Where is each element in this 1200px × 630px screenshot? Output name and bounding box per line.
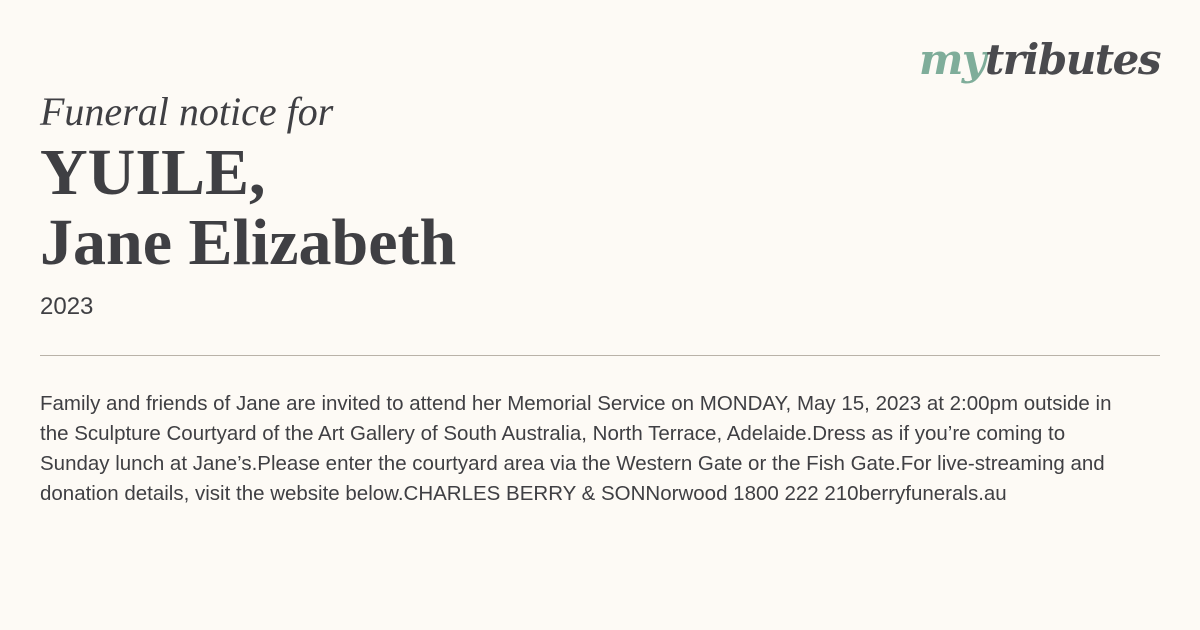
divider bbox=[40, 355, 1160, 356]
deceased-name bbox=[40, 138, 456, 278]
notice-year: 2023 bbox=[40, 293, 94, 320]
given-names: Jane Elizabeth bbox=[40, 206, 457, 279]
surname: YUILE, bbox=[40, 136, 266, 209]
mytributes-logo bbox=[919, 34, 1160, 86]
notice-heading: Funeral notice for bbox=[40, 89, 334, 134]
logo-suffix: tributes bbox=[984, 35, 1160, 84]
logo-prefix: my bbox=[918, 35, 985, 84]
notice-body-text: Family and friends of Jane are invited to attend her Memorial Service on MONDAY, May 15, 2023 at 2:00pm outside in the Sculpture Courtyard of the Art Gallery of South Australia, North Terrace, Adelaide.Dress as if you’re coming to Sunday lunch at Jane’s.Please enter the courtyard area via the Western Gate or the Fish Gate.For live-streaming and donation details, visit the website below.CHARLES BERRY & SONNorwood 1800 222 210berryfunerals.au bbox=[40, 392, 1112, 505]
